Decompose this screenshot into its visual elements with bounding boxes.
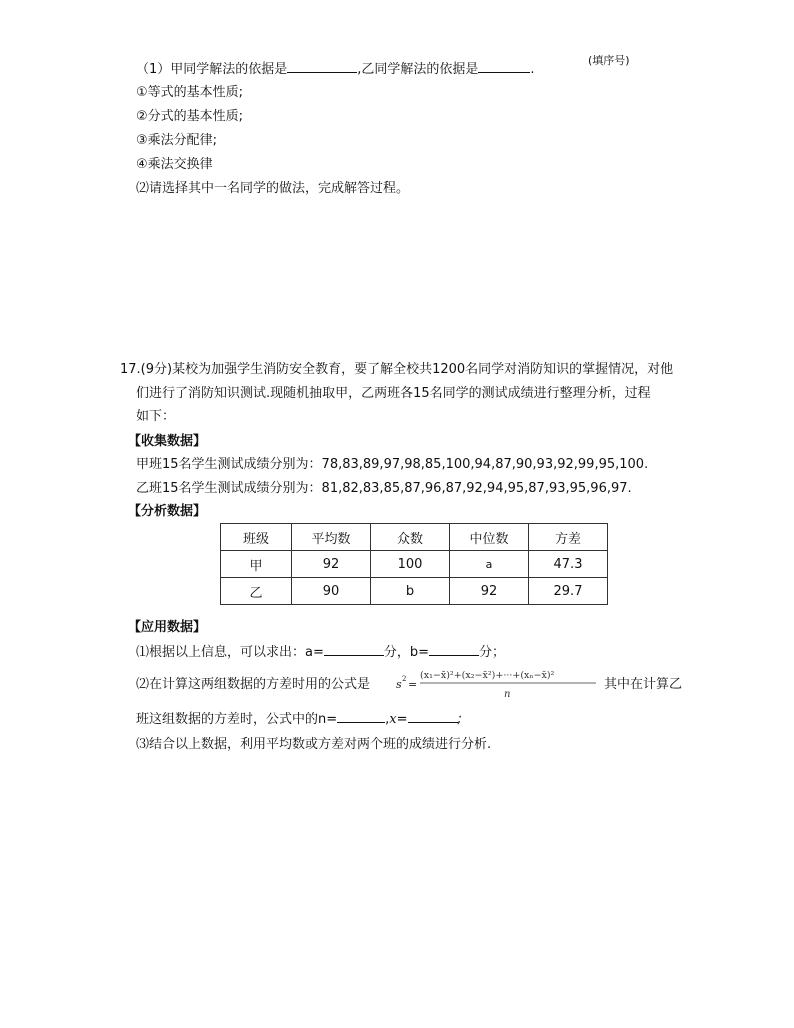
q16-fill-note: (填序号): [588, 54, 630, 67]
answer-blank-a[interactable]: [324, 643, 384, 656]
variance-formula-graphic: [396, 664, 596, 704]
q17-part2-suffix: 其中在计算乙: [604, 677, 683, 692]
table-cell: b: [371, 578, 450, 605]
table-header-cell: 班级: [221, 524, 292, 551]
table-cell: 甲: [221, 551, 292, 578]
q17-part2-line2-eq: =: [396, 712, 408, 727]
q17-intro-line1: 17.(9分)某校为加强学生消防安全教育，要了解全校共1200名同学对消防知识的掌握情况，对他: [120, 362, 674, 377]
q17-part3: ⑶结合以上数据，利用平均数或方差对两个班的成绩进行分析.: [136, 737, 492, 752]
table-cell: 90: [292, 578, 371, 605]
table-header-cell: 众数: [371, 524, 450, 551]
q17-part2-line2-end: ;: [457, 712, 462, 727]
table-header-row: [221, 524, 608, 551]
q17-part2-line2-mid: ,: [385, 712, 390, 727]
q17-analyze-title: 【分析数据】: [128, 504, 207, 519]
table-cell: 92: [292, 551, 371, 578]
table-cell: a: [450, 551, 529, 578]
q16-part1-suffix: .: [530, 62, 535, 77]
table-cell: 92: [450, 578, 529, 605]
q17-collect-jia: 甲班15名学生测试成绩分别为：78,83,89,97,98,85,100,94,87,90,93,92,99,95,100.: [136, 457, 649, 472]
q16-option-2: ②分式的基本性质;: [136, 109, 244, 124]
table-row: [221, 551, 608, 578]
q17-intro-line2: 们进行了消防知识测试.现随机抽取甲，乙两班各15名同学的测试成绩进行整理分析，过程: [136, 386, 651, 401]
q17-part2-line2: [136, 710, 462, 729]
q16-blank-jia[interactable]: [287, 60, 357, 73]
q16-part1-prefix: （1）甲同学解法的依据是: [136, 62, 288, 77]
q16-blank-yi[interactable]: [478, 60, 530, 73]
table-cell: 47.3: [529, 551, 608, 578]
svg-text:2: 2: [402, 675, 407, 683]
q17-part1-mid: 分，b=: [383, 645, 430, 660]
stats-table: [220, 523, 608, 605]
table-cell: 乙: [221, 578, 292, 605]
q17-part2-line2-prefix: 班这组数据的方差时，公式中的n=: [136, 712, 338, 727]
q17-collect-title: 【收集数据】: [128, 434, 207, 449]
q17-part1-prefix: ⑴根据以上信息，可以求出：a=: [136, 645, 324, 660]
q17-part2-prefix: ⑵在计算这两组数据的方差时用的公式是: [136, 677, 371, 692]
svg-text:=: =: [408, 678, 418, 691]
table-cell: 100: [371, 551, 450, 578]
table-header-cell: 平均数: [292, 524, 371, 551]
q17-part1-line: [136, 643, 505, 662]
q17-intro-line3: 如下：: [136, 409, 176, 424]
table-header-cell: 中位数: [450, 524, 529, 551]
variance-formula: [396, 664, 596, 704]
table-row: [221, 578, 608, 605]
q16-option-1: ①等式的基本性质;: [136, 85, 244, 100]
q16-part1-mid: ,乙同学解法的依据是: [357, 62, 479, 77]
answer-blank-b[interactable]: [429, 643, 479, 656]
svg-text:(x₁−x̄)²+(x₂−x̄²)+···+(xₙ−x̄)²: (x₁−x̄)²+(x₂−x̄²)+···+(xₙ−x̄)²: [420, 670, 555, 681]
svg-text:s: s: [396, 678, 402, 691]
svg-text:n: n: [504, 689, 511, 700]
q17-apply-title: 【应用数据】: [128, 620, 207, 635]
q17-part1-suffix: 分；: [479, 645, 506, 660]
q16-part1-line: [136, 60, 535, 79]
table-header-cell: 方差: [529, 524, 608, 551]
table-cell: 29.7: [529, 578, 608, 605]
answer-blank-n[interactable]: [337, 710, 385, 723]
q16-option-4: ④乘法交换律: [136, 157, 213, 172]
q16-option-3: ③乘法分配律;: [136, 133, 218, 148]
x-variable: x: [389, 712, 397, 727]
q16-part2: ⑵请选择其中一名同学的做法，完成解答过程。: [136, 181, 410, 196]
answer-blank-x[interactable]: [408, 710, 458, 723]
q17-collect-yi: 乙班15名学生测试成绩分别为：81,82,83,85,87,96,87,92,94,95,87,93,95,96,97.: [136, 481, 632, 496]
